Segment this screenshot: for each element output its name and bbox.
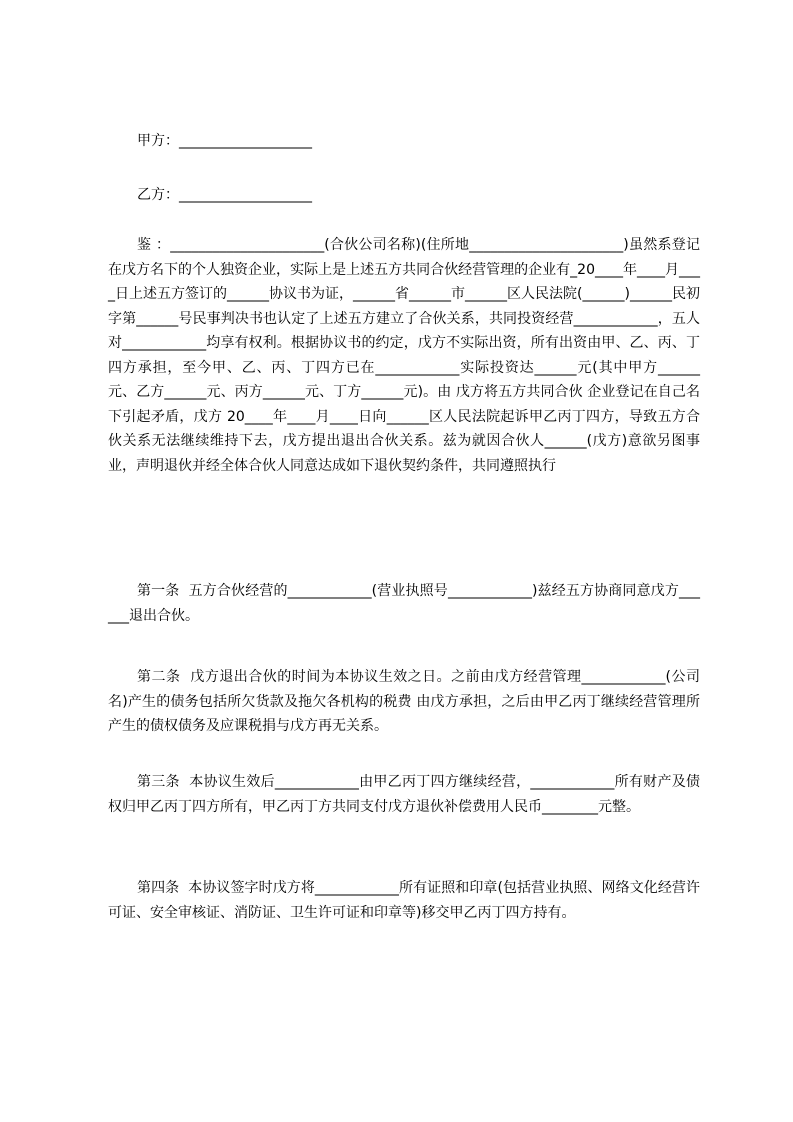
article-2-paragraph: 第二条 戊方退出合伙的时间为本协议生效之日。之前由戊方经营管理____________(公司名)产生的债务包括所欠货款及拖欠各机构的税费 由戊方承担，之后由甲乙丙丁继续经营管理所产生的债权债务及应课税捐与戊方再无关系。 xyxy=(108,669,700,734)
party-a-line: 甲方：___________________ xyxy=(137,133,312,149)
preamble-paragraph: 鉴 ：______________________(合伙公司名称)(住所地______________________)虽然系登记在戊方名下的个人独资企业，实际上是上述五方共同合伙经营管理的企业有_20____年____月____日上述五方签订的______协议书为证，______省______市______区人民法院(______)______民初字第______号民事判决书也认定了上述五方建立了合伙关系，共同投资经营____________，五人对____________均享有权利。根据协议书的约定，戊方不实际出资，所有出资由甲、乙、丙、丁四方承担，至今甲、乙、丙、丁四方已在____________实际投资达______元(其中甲方______元、乙方______元、丙方______元、丁方______元)。由 戊方将五方共同合伙 企业登记在自己名下引起矛盾，戊方 20____年____月____日向______区人民法院起诉甲乙丙丁四方，导致五方合伙关系无法继续维持下去，戊方提出退出合伙关系。兹为就因合伙人______(戊方)意欲另图事业，声明退伙并经全体合伙人同意达成如下退伙契约条件，共同遵照执行 xyxy=(108,237,700,474)
party-b-line: 乙方：___________________ xyxy=(137,187,312,203)
article-1-paragraph: 第一条 五方合伙经营的____________(营业执照号____________)兹经五方协商同意戊方______退出合伙。 xyxy=(108,583,700,624)
article-3-paragraph: 第三条 本协议生效后____________由甲乙丙丁四方继续经营，____________所有财产及债权归甲乙丙丁四方所有，甲乙丙丁方共同支付戊方退伙补偿费用人民币________元整。 xyxy=(108,774,700,815)
article-4-paragraph: 第四条 本协议签字时戊方将____________所有证照和印章(包括营业执照、网络文化经营许可证、安全审核证、消防证、卫生许可证和印章等)移交甲乙丙丁四方持有。 xyxy=(108,880,700,921)
